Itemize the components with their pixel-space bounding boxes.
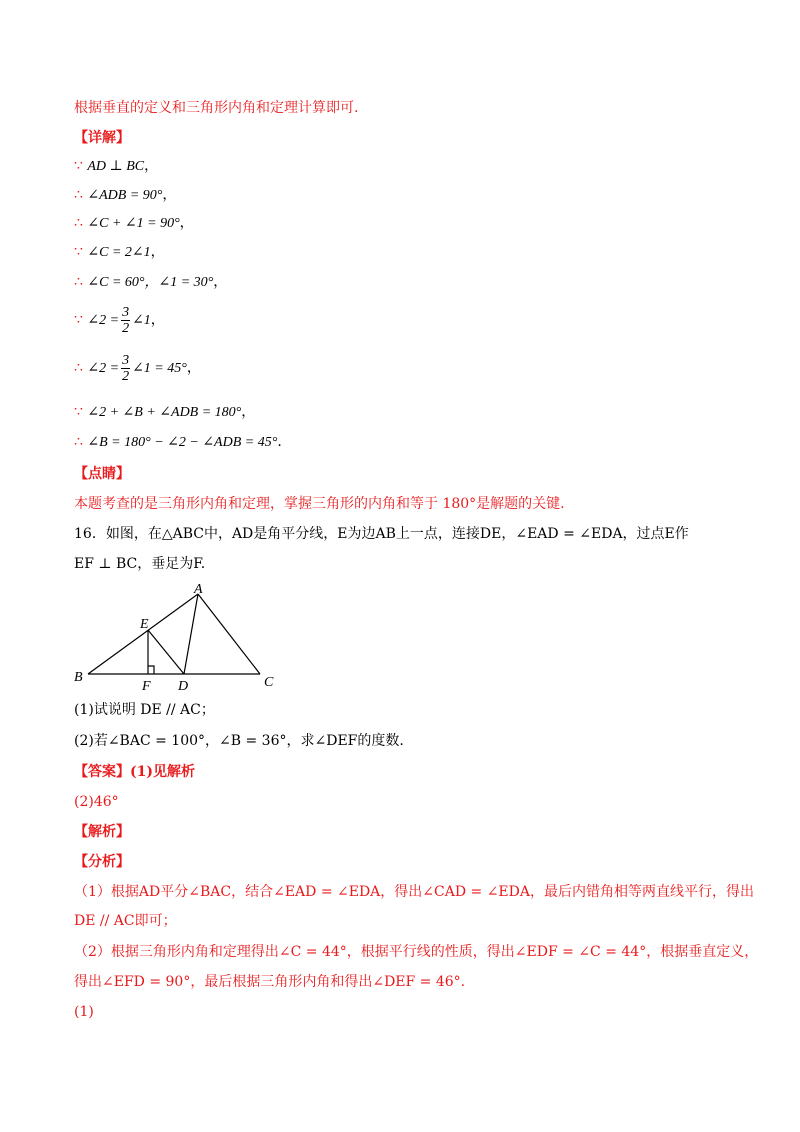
section-solution-heading: 【解析】 <box>74 824 130 840</box>
answer-part2: (2)46° <box>74 794 119 810</box>
step-expr: ∠C = 2∠1 <box>87 245 151 260</box>
step-expr: ∠ADB = 90° <box>87 188 163 203</box>
step-symbol: ∵ <box>74 158 83 174</box>
fraction <box>121 353 130 384</box>
step-end: ， <box>150 244 165 260</box>
section-comment-heading: 【点睛】 <box>74 466 130 482</box>
step-expr-post: ∠1 <box>132 313 151 328</box>
section-detail-heading: 【详解】 <box>74 130 130 146</box>
answer-label: 【答案】 <box>74 764 130 780</box>
fraction-numerator: 3 <box>122 352 130 368</box>
step-expr: ∠2 + ∠B + ∠ADB = 180° <box>87 405 242 420</box>
vertex-label-a: A <box>194 582 203 597</box>
step-symbol: ∴ <box>74 215 83 231</box>
step-expr: AD ⊥ BC <box>87 159 145 174</box>
vertex-label-e: E <box>140 617 149 632</box>
answer-line <box>74 762 195 782</box>
step-1 <box>74 156 158 177</box>
step-expr: ∠B = 180° − ∠2 − ∠ADB = 45° <box>87 435 278 450</box>
step-9 <box>74 432 282 453</box>
comment-text: 本题考查的是三角形内角和定理，掌握三角形的内角和等于 180°是解题的关键. <box>74 496 565 512</box>
part1-label: (1) <box>74 1004 94 1020</box>
analysis-2-line1: （2）根据三角形内角和定理得出∠C = 44°，根据平行线的性质，得出∠EDF = ∠C = 44°，根据垂直定义， <box>74 944 759 960</box>
vertex-label-d: D <box>178 679 189 694</box>
fraction-numerator: 3 <box>122 304 130 320</box>
step-symbol: ∵ <box>74 404 83 420</box>
step-end: ， <box>241 404 256 420</box>
answer-part1: (1)见解析 <box>130 764 195 780</box>
step-end: ， <box>162 187 177 203</box>
analysis-1-line2: DE // AC即可； <box>74 913 177 929</box>
analysis-tail: 根据垂直的定义和三角形内角和定理计算即可. <box>74 100 359 116</box>
step-symbol: ∵ <box>74 312 83 328</box>
step-symbol: ∵ <box>74 244 83 260</box>
step-end: . <box>277 434 282 450</box>
question-1: (1)试说明 DE // AC； <box>74 702 215 718</box>
step-5 <box>74 272 227 293</box>
step-8 <box>74 402 255 423</box>
step-end: ， <box>186 360 201 376</box>
segment-ab <box>88 594 198 674</box>
step-7 <box>74 350 201 387</box>
fraction <box>121 305 130 336</box>
fraction-denominator: 2 <box>122 368 130 384</box>
step-symbol: ∴ <box>74 434 83 450</box>
problem-statement-line2: EF ⊥ BC，垂足为F. <box>74 556 206 572</box>
step-expr: ∠C = 60°，∠1 = 30° <box>87 275 214 290</box>
vertex-label-c: C <box>264 675 274 690</box>
vertex-label-f: F <box>142 679 151 694</box>
step-expr-post: ∠1 = 45° <box>132 361 187 376</box>
step-4 <box>74 242 165 263</box>
segment-ac <box>198 594 260 674</box>
step-end: ， <box>213 274 228 290</box>
step-expr-pre: ∠2 = <box>87 313 120 328</box>
step-end: ， <box>144 158 159 174</box>
analysis-2-line2: 得出∠EFD = 90°，最后根据三角形内角和得出∠DEF = 46°. <box>74 974 466 990</box>
step-3 <box>74 213 194 234</box>
step-symbol: ∴ <box>74 187 83 203</box>
step-expr: ∠C + ∠1 = 90° <box>87 216 180 231</box>
step-end: ， <box>150 312 165 328</box>
section-analysis-heading: 【分析】 <box>74 854 130 870</box>
segment-ad <box>184 594 198 674</box>
problem-statement-line1: 16．如图，在△ABC中，AD是角平分线，E为边AB上一点，连接DE，∠EAD = ∠EDA，过点E作 <box>74 526 689 542</box>
step-2 <box>74 185 176 206</box>
fraction-denominator: 2 <box>122 320 130 336</box>
right-angle-mark <box>148 666 154 674</box>
segment-ed <box>148 630 184 674</box>
analysis-1-line1: （1）根据AD平分∠BAC，结合∠EAD = ∠EDA，得出∠CAD = ∠EDA，最后内错角相等两直线平行，得出 <box>74 884 754 900</box>
step-symbol: ∴ <box>74 274 83 290</box>
step-6 <box>74 302 165 339</box>
step-end: ， <box>179 215 194 231</box>
step-symbol: ∴ <box>74 360 83 376</box>
question-2: (2)若∠BAC = 100°，∠B = 36°，求∠DEF的度数. <box>74 733 404 749</box>
triangle-figure <box>70 580 290 695</box>
step-expr-pre: ∠2 = <box>87 361 120 376</box>
vertex-label-b: B <box>74 670 83 685</box>
